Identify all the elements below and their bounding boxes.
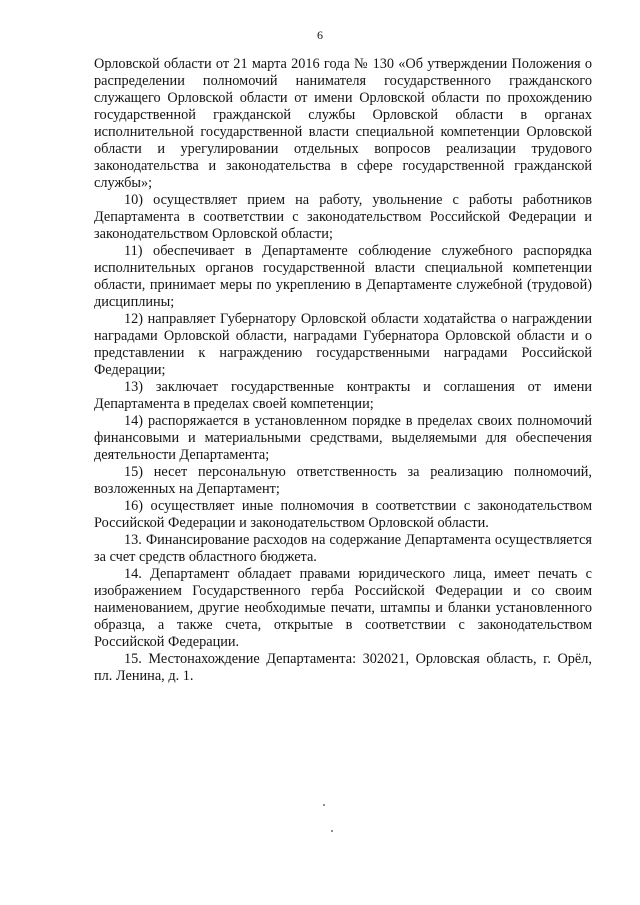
paragraph-section-15: 15. Местонахождение Департамента: 302021, Орловская область, г. Орёл, пл. Ленина, д. 1. bbox=[94, 651, 592, 684]
paragraph-item-10: 10) осуществляет прием на работу, увольнение с работы работников Департамента в соответствии с законодательством Российской Федерации и законодательством Орловской области; bbox=[94, 192, 592, 242]
paragraph-item-16: 16) осуществляет иные полномочия в соответствии с законодательством Российской Федерации и законодательством Орловской области. bbox=[94, 498, 592, 531]
paragraph-section-14: 14. Департамент обладает правами юридического лица, имеет печать с изображением Государственного герба Российской Федерации и со своим наименованием, другие необходимые печати, штампы и бланки установленного образца, а также счета, открытые в соответствии с законодательством Российской Федерации. bbox=[94, 566, 592, 650]
scan-speck bbox=[331, 830, 333, 832]
paragraph-continuation: Орловской области от 21 марта 2016 года № 130 «Об утверждении Положения о распределении полномочий нанимателя государственного гражданского служащего Орловской области от имени Орловской области по прохождению государственной гражданской службы Орловской области в органах исполнительной государственной власти специальной компетенции Орловской области и урегулировании отдельных вопросов реализации трудового законодательства и законодательства в сфере государственной гражданской службы»; bbox=[94, 56, 592, 191]
paragraph-item-13: 13) заключает государственные контракты и соглашения от имени Департамента в пределах своей компетенции; bbox=[94, 379, 592, 412]
scan-speck bbox=[323, 804, 325, 806]
document-body bbox=[94, 56, 592, 685]
page-number: 6 bbox=[317, 28, 323, 42]
paragraph-item-11: 11) обеспечивает в Департаменте соблюдение служебного распорядка исполнительных органов государственной власти специальной компетенции области, принимает меры по укреплению в Департаменте служебной (трудовой) дисциплины; bbox=[94, 243, 592, 310]
paragraph-item-15: 15) несет персональную ответственность за реализацию полномочий, возложенных на Департамент; bbox=[94, 464, 592, 497]
paragraph-section-13: 13. Финансирование расходов на содержание Департамента осуществляется за счет средств областного бюджета. bbox=[94, 532, 592, 565]
paragraph-item-14: 14) распоряжается в установленном порядке в пределах своих полномочий финансовыми и материальными средствами, выделяемыми для обеспечения деятельности Департамента; bbox=[94, 413, 592, 463]
paragraph-item-12: 12) направляет Губернатору Орловской области ходатайства о награждении наградами Орловской области, наградами Губернатора Орловской области и о представлении к награждению государственными наградами Российской Федерации; bbox=[94, 311, 592, 378]
